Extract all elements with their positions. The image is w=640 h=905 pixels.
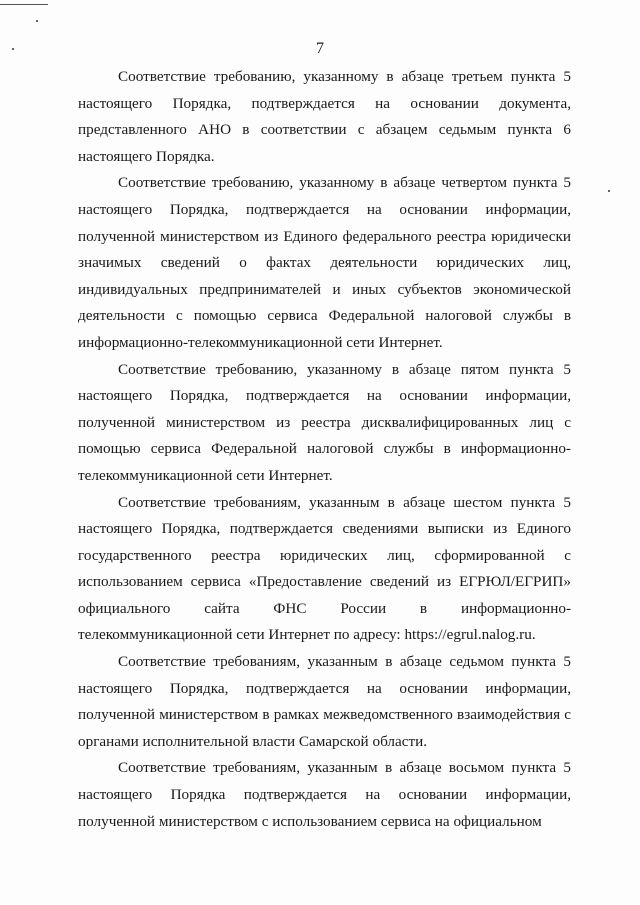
paragraph: Соответствие требованиям, указанным в абзаце шестом пункта 5 настоящего Порядка, подтверждается сведениями выписки из Единого государственного реестра юридических лиц, сформированной с использованием сервиса «Предоставление сведений из ЕГРЮЛ/ЕГРИП» официального сайта ФНС России в информационно-телекоммуникационной сети Интернет по адресу: https://egrul.nalog.ru. [78, 493, 571, 644]
page-number: 7 [316, 40, 324, 57]
paragraph: Соответствие требованию, указанному в абзаце третьем пункта 5 настоящего Порядка, подтверждается на основании документа, представленного АНО в соответствии с абзацем седьмым пункта 6 настоящего Порядка. [78, 68, 571, 165]
scan-speck [608, 190, 610, 192]
paragraph: Соответствие требованиям, указанным в абзаце седьмом пункта 5 настоящего Порядка, подтверждается на основании информации, полученной министерством в рамках межведомственного взаимодействия с органами исполнительной власти Самарской области. [78, 653, 571, 750]
scan-artifact-line [0, 4, 48, 5]
paragraph: Соответствие требованиям, указанным в абзаце восьмом пункта 5 настоящего Порядка подтверждается на основании информации, полученной министерством с использованием сервиса на официальном [78, 759, 571, 830]
paragraph: Соответствие требованию, указанному в абзаце пятом пункта 5 настоящего Порядка, подтверждается на основании информации, полученной министерством из реестра дисквалифицированных лиц с помощью сервиса Федеральной налоговой службы в информационно-телекоммуникационной сети Интернет. [78, 360, 571, 484]
document-body [78, 64, 571, 835]
scan-speck [36, 20, 38, 22]
paragraph: Соответствие требованию, указанному в абзаце четвертом пункта 5 настоящего Порядка, подтверждается на основании информации, полученной министерством из Единого федерального реестра юридически значимых сведений о фактах деятельности юридических лиц, индивидуальных предпринимателей и иных субъектов экономической деятельности с помощью сервиса Федеральной налоговой службы в информационно-телекоммуникационной сети Интернет. [78, 174, 571, 351]
